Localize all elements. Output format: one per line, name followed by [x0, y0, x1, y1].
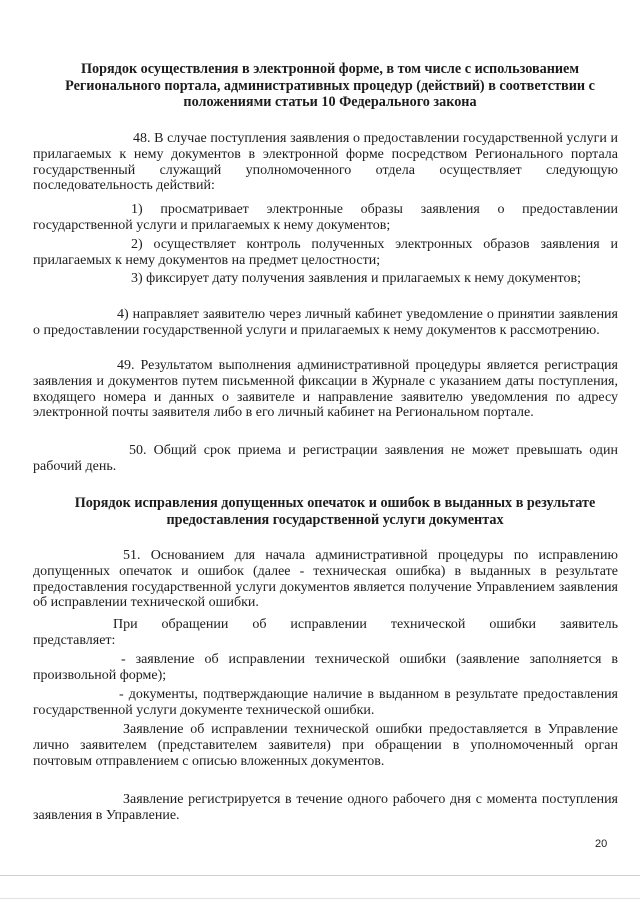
- paragraph-49: 49. Результатом выполнения административной процедуры является регистрация заявления и документов путем письменной фиксации в Журнале с указанием даты поступления, входящего номера и данных о заявителе и направление заявителю уведомления по адресу электронной почты заявителя либо в его личный кабинет на Региональном портале.: [33, 358, 618, 421]
- paragraph-51-statement-item: - заявление об исправлении технической ошибки (заявление заполняется в произвольной форме);: [33, 652, 618, 683]
- paragraph-48-item-1: 1) просматривает электронные образы заявления о предоставлении государственной услуги и прилагаемых к нему документов;: [33, 202, 618, 233]
- paragraph-51-registration: Заявление регистрируется в течение одного рабочего дня с момента поступления заявления в Управление.: [33, 792, 618, 823]
- paragraph-48-item-2: 2) осуществляет контроль полученных электронных образов заявления и прилагаемых к нему документов на предмет целостности;: [33, 237, 618, 268]
- scan-edge-line: [0, 875, 640, 876]
- paragraph-50: 50. Общий срок приема и регистрации заявления не может превышать один рабочий день.: [33, 443, 618, 474]
- paragraph-48-item-3: 3) фиксирует дату получения заявления и прилагаемых к нему документов;: [131, 271, 581, 286]
- section-heading-electronic-procedures: Порядок осуществления в электронной форме, в том числе с использованием Регионального портала, административных процедур (действий) в соответствии с положениями статьи 10 Федерального закона: [65, 61, 595, 110]
- paragraph-48: 48. В случае поступления заявления о предоставлении государственной услуги и прилагаемых к нему документов в электронной форме посредством Регионального портала государственный служащий уполномоченного отдела осуществляет следующую последовательность действий:: [33, 131, 618, 194]
- scan-edge-line-lower: [0, 898, 640, 899]
- paragraph-51-applicant-submits: При обращении об исправлении технической ошибки заявитель представляет:: [33, 617, 618, 648]
- page-number: 20: [595, 838, 608, 850]
- paragraph-51-documents-item: - документы, подтверждающие наличие в выданном в результате предоставления государственной услуги документе технической ошибки.: [33, 687, 618, 718]
- paragraph-48-item-4: 4) направляет заявителю через личный кабинет уведомление о принятии заявления о предоставлении государственной услуги и прилагаемых к нему документов к рассмотрению.: [33, 307, 618, 338]
- paragraph-51-statement-delivery: Заявление об исправлении технической ошибки предоставляется в Управление лично заявителем (представителем заявителя) при обращении в уполномоченный орган почтовым отправлением с описью вложенных документов.: [33, 722, 618, 769]
- section-heading-error-correction: Порядок исправления допущенных опечаток и ошибок в выданных в результате предоставления государственной услуги документах: [74, 495, 596, 528]
- paragraph-51: 51. Основанием для начала административной процедуры по исправлению допущенных опечаток и ошибок (далее - техническая ошибка) в выданных в результате предоставления государственной услуги документов является получение Управлением заявления об исправлении технической ошибки.: [33, 548, 618, 611]
